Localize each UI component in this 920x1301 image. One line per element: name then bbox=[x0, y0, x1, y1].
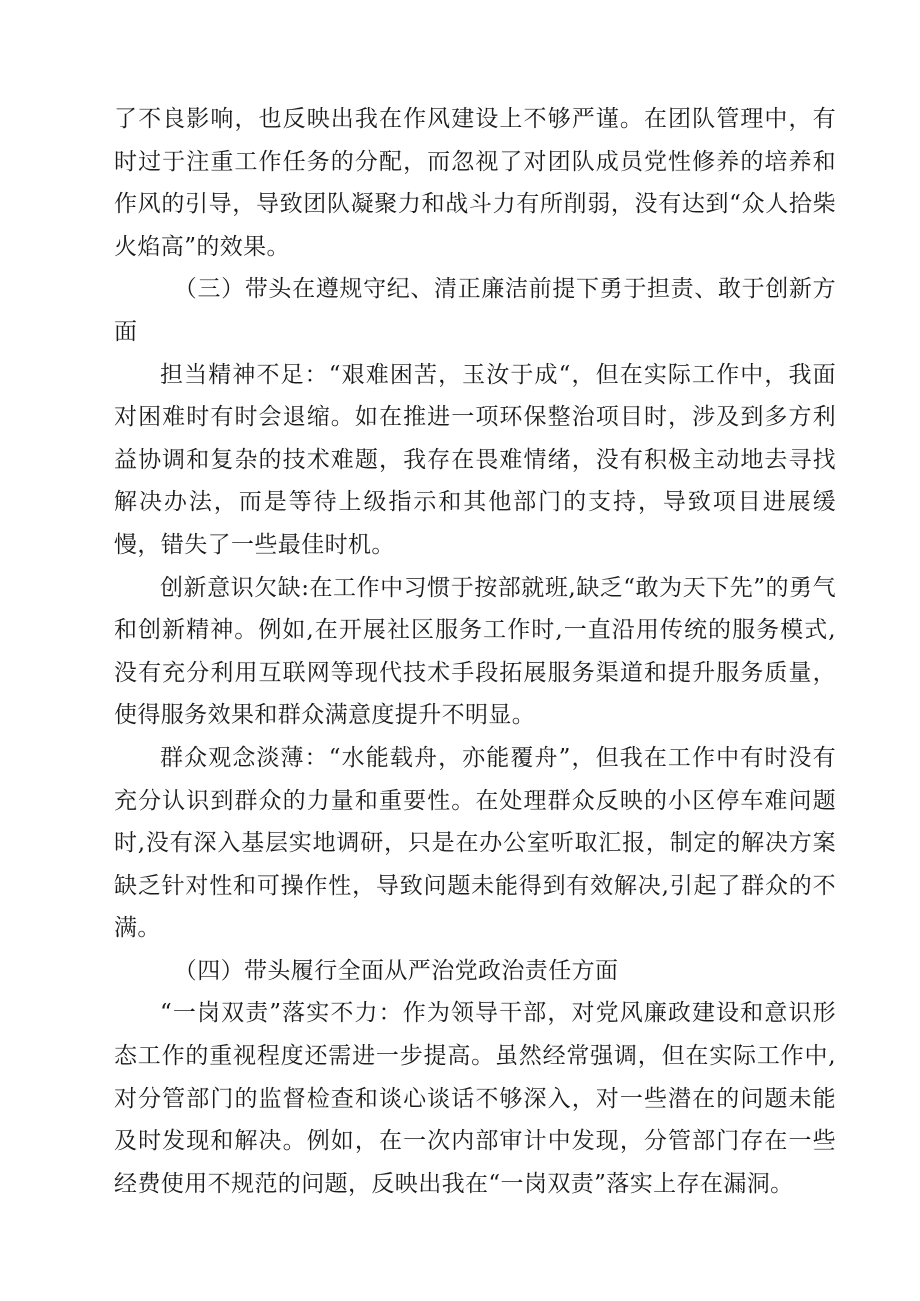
section-heading-3: （三）带头在遵规守纪、清正廉洁前提下勇于担责、敢于创新方面 bbox=[114, 276, 836, 345]
paragraph-innovation: 创新意识欠缺:在工作中习惯于按部就班,缺乏“敢为天下先”的勇气和创新精神。例如,在开展社区服务工作时,一直沿用传统的服务模式,没有充分利用互联网等现代技术手段拓展服务渠道和提升服务质量，使得服务效果和群众满意度提升不明显。 bbox=[114, 574, 836, 729]
document-page bbox=[114, 98, 836, 1205]
paragraph-masses: 群众观念淡薄：“水能载舟，亦能覆舟”，但我在工作中有时没有充分认识到群众的力量和重要性。在处理群众反映的小区停车难问题时,没有深入基层实地调研，只是在办公室听取汇报，制定的解决方案缺乏针对性和可操作性，导致问题未能得到有效解决,引起了群众的不满。 bbox=[114, 744, 836, 942]
paragraph-continuation: 了不良影响，也反映出我在作风建设上不够严谨。在团队管理中，有时过于注重工作任务的分配，而忽视了对团队成员党性修养的培养和作风的引导，导致团队凝聚力和战斗力有所削弱，没有达到“众人拾柴火焰高”的效果。 bbox=[114, 106, 836, 260]
paragraph-responsibility: 担当精神不足：“艰难困苦，玉汝于成“，但在实际工作中，我面对困难时有时会退缩。如在推进一项环保整治项目时，涉及到多方利益协调和复杂的技术难题，我存在畏难情绪，没有积极主动地去寻找解决办法，而是等待上级指示和其他部门的支持，导致项目进展缓慢，错失了一些最佳时机。 bbox=[114, 361, 836, 558]
section-heading-4: （四）带头履行全面从严治党政治责任方面 bbox=[173, 957, 619, 984]
paragraph-dual-duty: “一岗双责”落实不力：作为领导干部，对党风廉政建设和意识形态工作的重视程度还需进一步提高。虽然经常强调，但在实际工作中,对分管部门的监督检查和谈心谈话不够深入，对一些潜在的问题未能及时发现和解决。例如，在一次内部审计中发现，分管部门存在一些经费使用不规范的问题，反映出我在“一岗双责”落实上存在漏洞。 bbox=[114, 1000, 836, 1197]
